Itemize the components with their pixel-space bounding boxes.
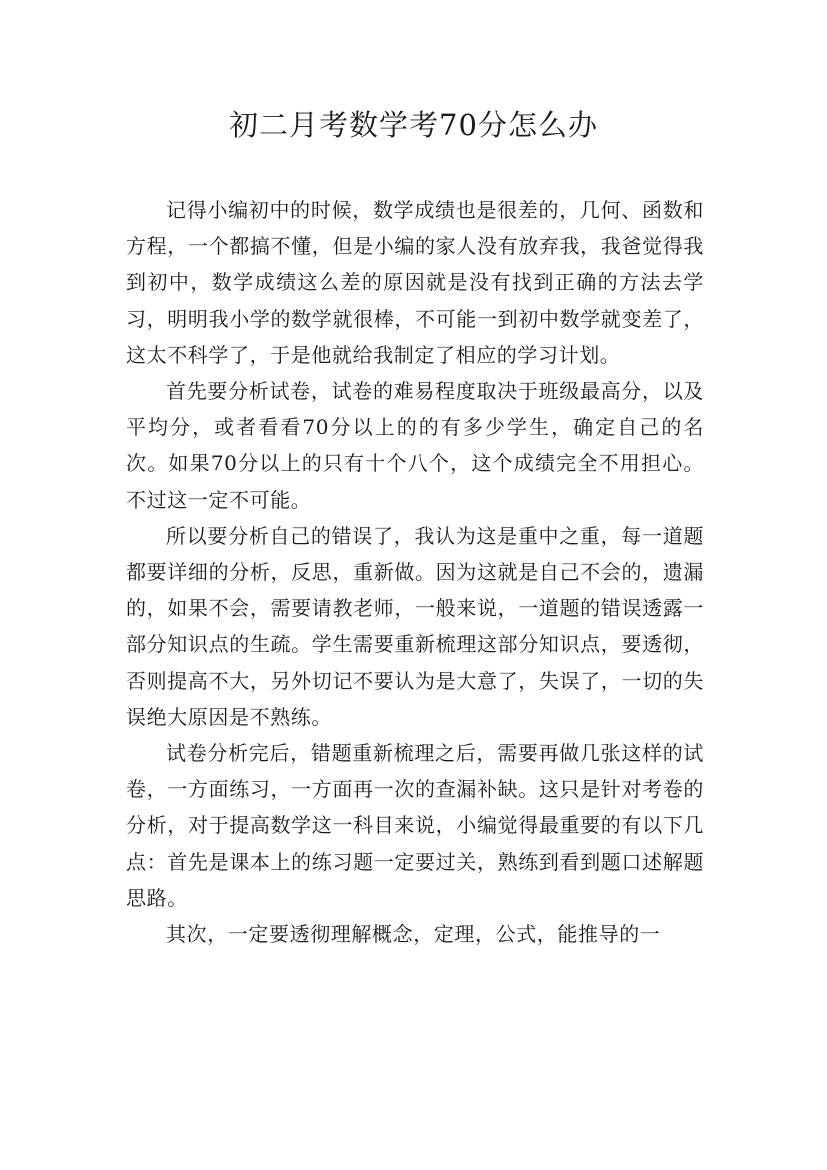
paragraph-2: 首先要分析试卷，试卷的难易程度取决于班级最高分，以及平均分，或者看看70分以上的的有多少学生，确定自己的名次。如果70分以上的只有十个八个，这个成绩完全不用担心。不过这一定不可能。 — [126, 379, 704, 512]
paragraph-5: 其次，一定要透彻理解概念，定理，公式，能推导的一 — [166, 922, 661, 947]
paragraph-3: 所以要分析自己的错误了，我认为这是重中之重，每一道题都要详细的分析，反思，重新做。因为这就是自己不会的，遗漏的，如果不会，需要请教老师，一般来说，一道题的错误透露一部分知识点的生疏。学生需要重新梳理这部分知识点，要透彻，否则提高不大，另外切记不要认为是大意了，失误了，一切的失误绝大原因是不熟练。 — [126, 523, 704, 729]
paragraph-4: 试卷分析完后，错题重新梳理之后，需要再做几张这样的试卷，一方面练习，一方面再一次的查漏补缺。这只是针对考卷的分析，对于提高数学这一科目来说，小编觉得最重要的有以下几点：首先是课本上的练习题一定要过关，熟练到看到题口述解题思路。 — [126, 741, 704, 910]
document-body — [126, 192, 704, 952]
paragraph-1: 记得小编初中的时候，数学成绩也是很差的，几何、函数和方程，一个都搞不懂，但是小编的家人没有放弃我，我爸觉得我到初中，数学成绩这么差的原因就是没有找到正确的方法去学习，明明我小学的数学就很棒，不可能一到初中数学就变差了，这太不科学了，于是他就给我制定了相应的学习计划。 — [126, 198, 704, 367]
document-title: 初二月考数学考70分怎么办 — [229, 108, 598, 142]
